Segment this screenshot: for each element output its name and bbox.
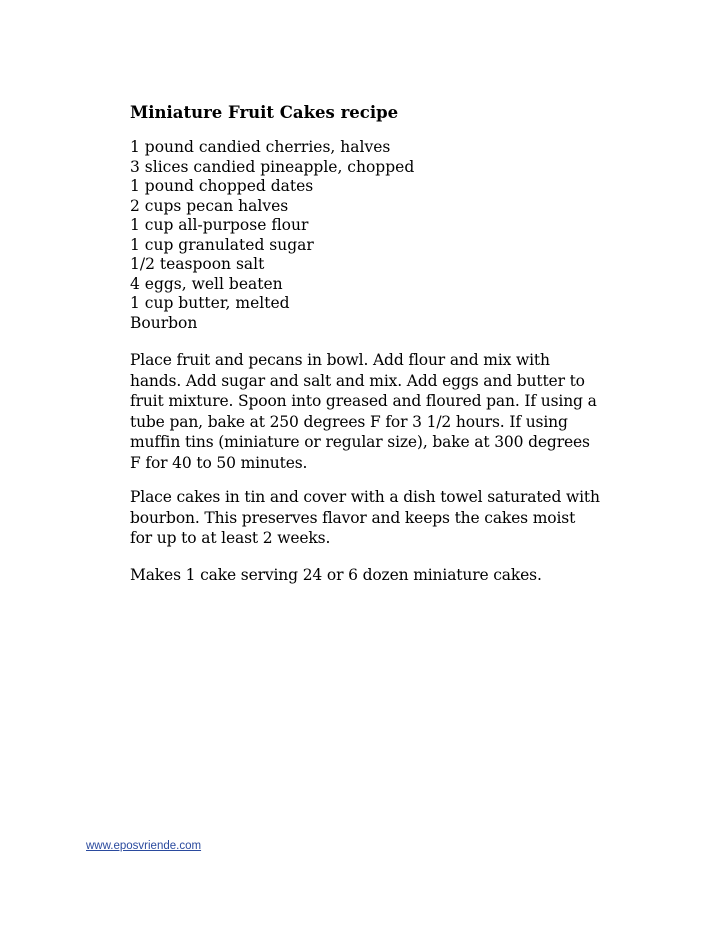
yield-paragraph: Makes 1 cake serving 24 or 6 dozen miniature cakes. xyxy=(130,565,542,584)
ingredient-item: Bourbon xyxy=(130,313,198,332)
storage-paragraph: Place cakes in tin and cover with a dish towel saturated with bourbon. This preserves flavor and keeps the cakes moist for up to at least 2 weeks. xyxy=(130,488,600,547)
ingredient-item: 1/2 teaspoon salt xyxy=(130,255,265,273)
ingredient-item: 1 cup butter, melted xyxy=(130,294,290,312)
ingredient-item: 1 pound chopped dates xyxy=(130,177,314,195)
recipe-title: Miniature Fruit Cakes recipe xyxy=(130,103,399,122)
recipe-content xyxy=(130,102,600,585)
ingredient-item: 4 eggs, well beaten xyxy=(130,274,283,293)
ingredient-item: 2 cups pecan halves xyxy=(130,196,289,215)
instructions-paragraph: Place fruit and pecans in bowl. Add flour and mix with hands. Add sugar and salt and mix. Add eggs and butter to fruit mixture. Spoon into greased and floured pan. If using a tube pan, bake at 250 degrees F for 3 1/2 hours. If using muffin tins (miniature or regular size), bake at 300 degrees F for 40 to 50 minutes. xyxy=(130,351,597,472)
ingredient-item: 3 slices candied pineapple, chopped xyxy=(130,157,415,176)
footer-website-link[interactable]: www.eposvriende.com xyxy=(86,840,202,852)
ingredient-item: 1 pound candied cherries, halves xyxy=(130,138,391,156)
ingredient-item: 1 cup all-purpose flour xyxy=(130,216,309,234)
ingredient-item: 1 cup granulated sugar xyxy=(130,235,314,254)
ingredient-list xyxy=(130,138,600,333)
